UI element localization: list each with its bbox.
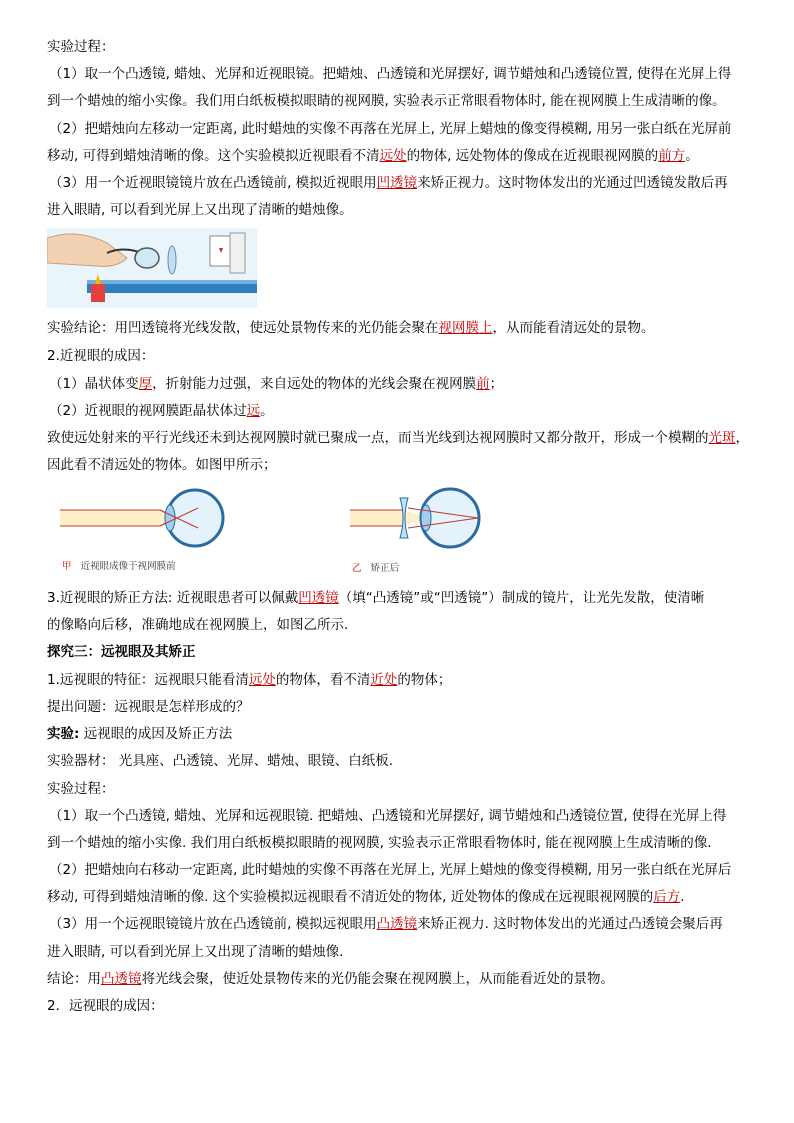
answer-blank: 远处 (248, 672, 276, 688)
label: 实验: (47, 726, 80, 742)
text: （1）取一个凸透镜, 蜡烛、光屏和近视眼镜。把蜡烛、凸透镜和光屏摆好, 调节蜡烛和凸透镜位置, 使得在光屏上得 (49, 66, 732, 82)
conclusion-myopia (47, 319, 757, 337)
text: 移动, 可得到蜡烛清晰的像。这个实验模拟近视眼看不清 (47, 148, 380, 164)
text: 来矫正视力. 这时物体发出的光通过凸透镜会聚后再 (417, 916, 723, 932)
answer-blank: 前方 (658, 148, 686, 164)
text: 探究三：远视眼及其矫正 (47, 644, 196, 660)
correction-line1 (47, 589, 757, 607)
text: （3）用一个远视眼镜镜片放在凸透镜前, 模拟远视眼用 (49, 916, 377, 932)
text: ，从而能看清远处的景物。 (492, 320, 655, 336)
hyperopia-feature (47, 671, 757, 689)
text: 的像略向后移，准确地成在视网膜上，如图乙所示. (47, 617, 349, 633)
text: （填“凸透镜”或“凹透镜”）制成的镜片，让光先发散，使清晰 (338, 590, 705, 606)
text: ，折射能力过强，来自远处的物体的光线会聚在视网膜 (152, 376, 477, 392)
answer-blank: 凹透镜 (298, 590, 339, 606)
text: 。 (260, 403, 274, 419)
text: 的物体，看不清 (275, 672, 371, 688)
experiment-photo (47, 228, 257, 308)
text: 到一个蜡烛的缩小实像. 我们用白纸板模拟眼睛的视网膜, 实验表示正常眼看物体时, 能在视网膜上生成清晰的像. (47, 835, 712, 851)
h-step1-line1 (49, 807, 759, 825)
text: 实验过程： (47, 39, 115, 55)
answer-blank: 凸透镜 (376, 916, 418, 932)
text: 提出问题：远视眼是怎样形成的？ (47, 699, 250, 715)
step1-line1 (49, 65, 759, 83)
figure-a-caption (62, 558, 176, 572)
text: 移动, 可得到蜡烛清晰的像. 这个实验模拟远视眼看不清近处的物体, 近处物体的像成在远视眼视网膜的 (47, 889, 654, 905)
figure-b-caption (352, 560, 399, 574)
text: 进入眼睛, 可以看到光屏上又出现了清晰的蜡烛像。 (47, 202, 353, 218)
text: ， (735, 430, 749, 446)
question-line (47, 698, 757, 716)
text: 的物体； (397, 672, 452, 688)
conclusion-hyperopia (47, 970, 757, 988)
text: （2）把蜡烛向右移动一定距离, 此时蜡烛的实像不再落在光屏上, 光屏上蜡烛的像变得模糊, 用另一张白纸在光屏后 (49, 862, 732, 878)
text: 。 (685, 148, 699, 164)
section-heading-hyperopia-cause (47, 997, 757, 1015)
step1-line2 (47, 92, 757, 110)
text: 因此看不清远处的物体。如图甲所示； (47, 457, 277, 473)
h-step1-line2 (47, 834, 757, 852)
answer-blank: 远处 (379, 148, 407, 164)
answer-blank: 视网膜上 (438, 320, 493, 336)
text: 实验结论：用凹透镜将光线发散，使远处景物传来的光仍能会聚在 (47, 320, 439, 336)
text: （2）近视眼的视网膜距晶状体过 (49, 403, 247, 419)
text: 实验过程： (47, 781, 115, 797)
experiment-line (47, 725, 757, 743)
step2-line2 (47, 147, 757, 165)
text: 将光线会聚，使近处景物传来的光仍能会聚在视网膜上，从而能看近处的景物。 (141, 971, 614, 987)
text: 实验器材： 光具座、凸透镜、光屏、蜡烛、眼镜、白纸板. (47, 753, 394, 769)
cause-explanation-1 (47, 429, 757, 447)
cause-1 (49, 375, 759, 393)
text: 2.近视眼的成因： (47, 348, 155, 364)
answer-blank: 近处 (370, 672, 398, 688)
section-three-title (47, 643, 757, 661)
step3-line2 (47, 201, 757, 219)
text: 的物体, 远处物体的像成在近视眼视网膜的 (406, 148, 659, 164)
text: （3）用一个近视眼镜镜片放在凸透镜前, 模拟近视眼用 (49, 175, 377, 191)
text: （1）取一个凸透镜, 蜡烛、光屏和远视眼镜. 把蜡烛、凸透镜和光屏摆好, 调节蜡烛和凸透镜位置, 使得在光屏上得 (49, 808, 727, 824)
text: 3.近视眼的矫正方法: 近视眼患者可以佩戴 (47, 590, 299, 606)
text: 进入眼睛, 可以看到光屏上又出现了清晰的蜡烛像. (47, 944, 344, 960)
answer-blank: 厚 (138, 376, 153, 392)
text: （2）把蜡烛向左移动一定距离, 此时蜡烛的实像不再落在光屏上, 光屏上蜡烛的像变得模糊, 用另一张白纸在光屏前 (49, 121, 732, 137)
myopia-eye-diagram (60, 488, 225, 548)
figure-label: 甲 (62, 561, 72, 572)
text: （1）晶状体变 (49, 376, 139, 392)
text: 2．远视眼的成因： (47, 998, 164, 1014)
answer-blank: 前 (476, 376, 490, 392)
figure-label: 乙 (352, 563, 362, 574)
text: ； (489, 376, 504, 392)
procedure-heading (47, 38, 757, 56)
h-step3-line2 (47, 943, 757, 961)
answer-blank: 凹透镜 (376, 175, 418, 191)
answer-blank: 远 (246, 403, 261, 419)
cause-explanation-2 (47, 456, 757, 474)
section-heading-cause (47, 347, 757, 365)
text: 近视眼成像于视网膜前 (80, 561, 176, 572)
answer-blank: 凸透镜 (101, 971, 142, 987)
text: 1.远视眼的特征：远视眼只能看清 (47, 672, 249, 688)
text: 远视眼的成因及矫正方法 (79, 726, 233, 742)
text: 来矫正视力。这时物体发出的光通过凹透镜发散后再 (417, 175, 728, 191)
cause-2 (49, 402, 759, 420)
text: . (680, 889, 685, 905)
equipment-line (47, 752, 757, 770)
h-step3-line1 (49, 915, 759, 933)
h-step2-line2 (47, 888, 757, 906)
text: 结论：用 (47, 971, 101, 987)
answer-blank: 光斑 (708, 430, 736, 446)
h-step2-line1 (49, 861, 759, 879)
answer-blank: 后方 (653, 889, 681, 905)
text: 致使远处射来的平行光线还未到达视网膜时就已聚成一点，而当光线到达视网膜时又都分散开，形成一个模糊的 (47, 430, 709, 446)
corrected-eye-diagram (350, 486, 485, 550)
step3-line1 (49, 174, 759, 192)
text: 到一个蜡烛的缩小实像。我们用白纸板模拟眼睛的视网膜, 实验表示正常眼看物体时, 能在视网膜上生成清晰的像。 (47, 93, 726, 109)
procedure-heading-2 (47, 780, 757, 798)
step2-line1 (49, 120, 759, 138)
text: 矫正后 (370, 563, 400, 574)
correction-line2 (47, 616, 757, 634)
